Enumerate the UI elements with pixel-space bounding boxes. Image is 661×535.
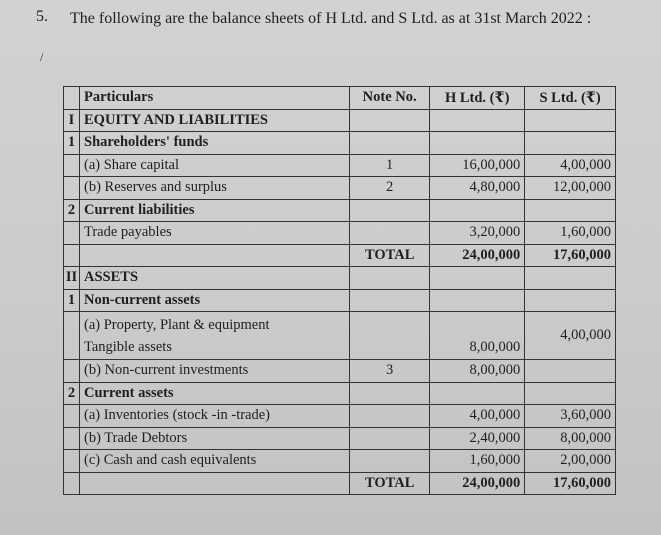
row-label: (c) Cash and cash equivalents xyxy=(80,450,350,473)
total-h-amount: 24,00,000 xyxy=(430,244,525,267)
row-number: I xyxy=(64,109,80,132)
row-h-amount: 8,00,000 xyxy=(430,312,525,360)
row-label: (a) Property, Plant & equipment xyxy=(84,316,270,333)
row-label: (a) Share capital xyxy=(80,154,350,177)
total-s-amount: 17,60,000 xyxy=(525,244,616,267)
row-note xyxy=(350,199,430,222)
total-label: TOTAL xyxy=(350,472,430,495)
row-number xyxy=(64,154,80,177)
row-s-amount: 12,00,000 xyxy=(525,177,616,200)
row-label: Non-current assets xyxy=(80,289,350,312)
row-h-amount: 3,20,000 xyxy=(430,222,525,245)
row-note: 1 xyxy=(350,154,430,177)
pen-mark: / xyxy=(40,50,44,64)
table-row xyxy=(64,267,616,290)
table-row xyxy=(64,109,616,132)
row-s-amount: 4,00,000 xyxy=(525,312,616,360)
row-h-amount: 1,60,000 xyxy=(430,450,525,473)
row-note xyxy=(350,289,430,312)
row-s-amount xyxy=(525,267,616,290)
row-label-continued: Tangible assets xyxy=(84,338,172,355)
row-note xyxy=(350,109,430,132)
row-number: 2 xyxy=(64,199,80,222)
roman-header xyxy=(64,87,80,110)
row-number xyxy=(64,472,80,495)
row-number xyxy=(64,360,80,383)
row-number xyxy=(64,405,80,428)
row-note: 3 xyxy=(350,360,430,383)
total-row xyxy=(64,244,616,267)
row-number xyxy=(64,450,80,473)
row-label: EQUITY AND LIABILITIES xyxy=(80,109,350,132)
row-s-amount xyxy=(525,382,616,405)
total-row xyxy=(64,472,616,495)
row-h-amount: 16,00,000 xyxy=(430,154,525,177)
row-label: Shareholders' funds xyxy=(80,132,350,155)
row-note xyxy=(350,450,430,473)
header-particulars: Particulars xyxy=(80,87,350,110)
table-row xyxy=(64,289,616,312)
row-note xyxy=(350,132,430,155)
row-label: (b) Reserves and surplus xyxy=(80,177,350,200)
row-h-amount: 8,00,000 xyxy=(430,360,525,383)
row-h-amount xyxy=(430,267,525,290)
row-label xyxy=(80,244,350,267)
table-row xyxy=(64,132,616,155)
balance-sheet-table xyxy=(63,86,616,495)
table-header-row xyxy=(64,87,616,110)
table-row xyxy=(64,177,616,200)
row-h-amount: 2,40,000 xyxy=(430,427,525,450)
row-note xyxy=(350,312,430,360)
row-s-amount: 2,00,000 xyxy=(525,450,616,473)
row-label-cell xyxy=(80,312,350,360)
row-label: (b) Trade Debtors xyxy=(80,427,350,450)
row-number xyxy=(64,244,80,267)
header-s-ltd: S Ltd. (₹) xyxy=(525,87,616,110)
header-note-no: Note No. xyxy=(350,87,430,110)
row-note xyxy=(350,427,430,450)
row-note xyxy=(350,405,430,428)
row-s-amount: 8,00,000 xyxy=(525,427,616,450)
row-s-amount xyxy=(525,360,616,383)
row-note xyxy=(350,267,430,290)
row-number: 1 xyxy=(64,289,80,312)
row-s-amount xyxy=(525,289,616,312)
row-note xyxy=(350,222,430,245)
row-number: II xyxy=(64,267,80,290)
table-row xyxy=(64,427,616,450)
table-row xyxy=(64,222,616,245)
table-row xyxy=(64,312,616,360)
table-row xyxy=(64,382,616,405)
row-number xyxy=(64,177,80,200)
question-text: The following are the balance sheets of H Ltd. and S Ltd. as at 31st March 2022 : xyxy=(70,10,592,27)
row-s-amount: 4,00,000 xyxy=(525,154,616,177)
row-note xyxy=(350,382,430,405)
row-label: ASSETS xyxy=(80,267,350,290)
row-h-amount xyxy=(430,289,525,312)
row-s-amount xyxy=(525,109,616,132)
row-number: 1 xyxy=(64,132,80,155)
total-label: TOTAL xyxy=(350,244,430,267)
total-h-amount: 24,00,000 xyxy=(430,472,525,495)
row-number xyxy=(64,312,80,360)
row-s-amount: 1,60,000 xyxy=(525,222,616,245)
total-s-amount: 17,60,000 xyxy=(525,472,616,495)
row-number xyxy=(64,222,80,245)
row-number xyxy=(64,427,80,450)
row-h-amount: 4,00,000 xyxy=(430,405,525,428)
row-label: Current liabilities xyxy=(80,199,350,222)
row-s-amount xyxy=(525,132,616,155)
table-row xyxy=(64,154,616,177)
row-s-amount xyxy=(525,199,616,222)
row-label: Trade payables xyxy=(80,222,350,245)
question-number: 5. xyxy=(36,8,48,25)
row-label xyxy=(80,472,350,495)
row-h-amount xyxy=(430,199,525,222)
row-h-amount xyxy=(430,132,525,155)
table-row xyxy=(64,360,616,383)
table-row xyxy=(64,450,616,473)
row-number: 2 xyxy=(64,382,80,405)
row-note: 2 xyxy=(350,177,430,200)
row-h-amount xyxy=(430,109,525,132)
row-label: Current assets xyxy=(80,382,350,405)
row-h-amount: 4,80,000 xyxy=(430,177,525,200)
table-row xyxy=(64,405,616,428)
row-label: (a) Inventories (stock -in -trade) xyxy=(80,405,350,428)
row-label: (b) Non-current investments xyxy=(80,360,350,383)
row-h-amount xyxy=(430,382,525,405)
header-h-ltd: H Ltd. (₹) xyxy=(430,87,525,110)
table-row xyxy=(64,199,616,222)
row-s-amount: 3,60,000 xyxy=(525,405,616,428)
